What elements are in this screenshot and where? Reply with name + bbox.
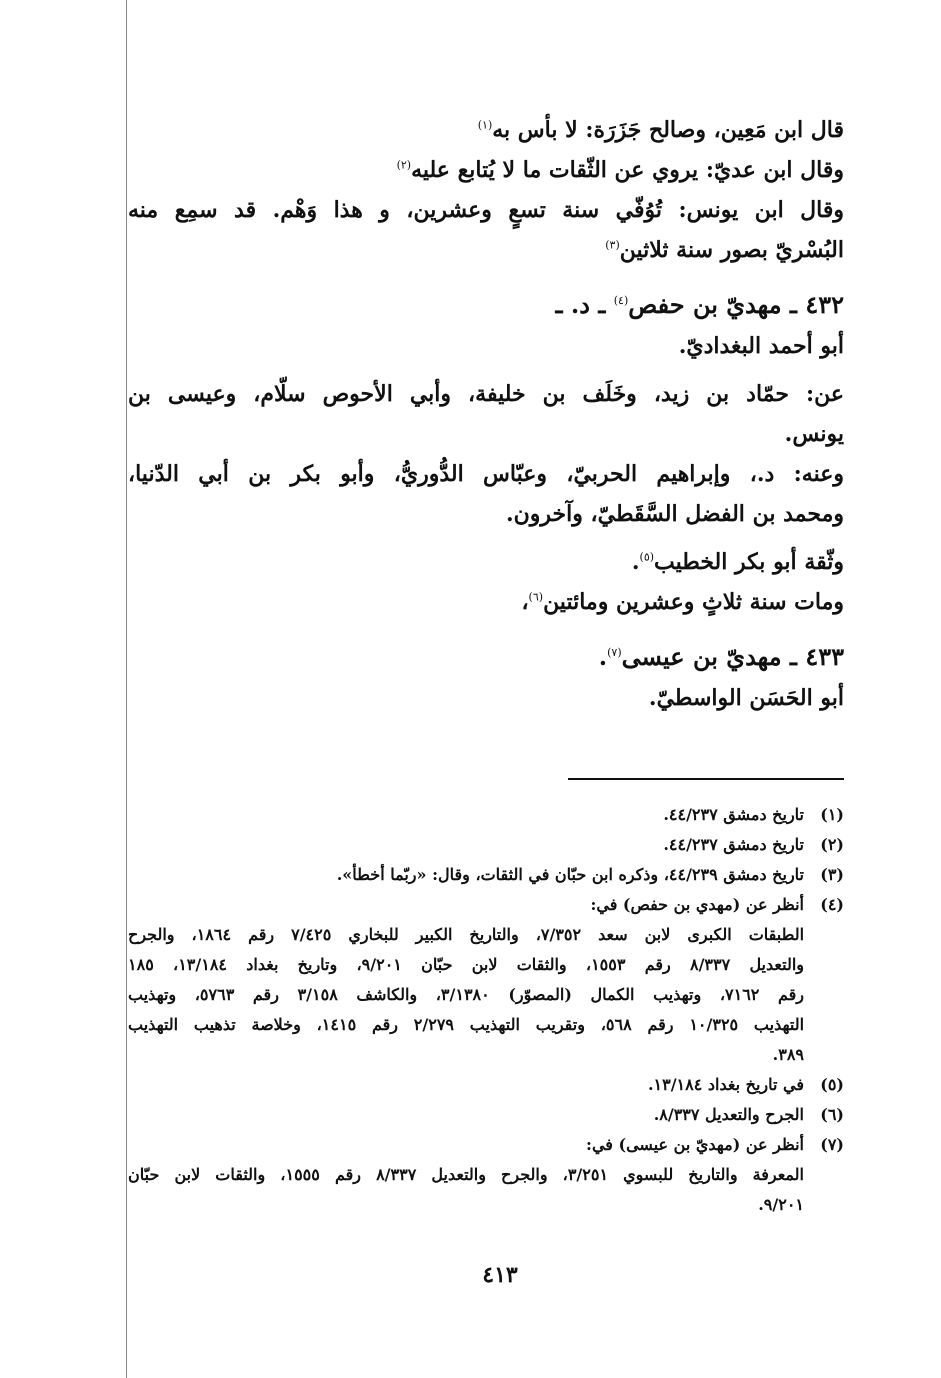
entry-heading-433: ٤٣٣ ـ مهديّ بن عيسى$^{(٧)}$. (598, 642, 844, 671)
footnote-number: (٧) (820, 1135, 844, 1154)
text-line: ومحمد بن الفضل السَّقَطيّ، وآخرون. (505, 501, 844, 527)
entry-kunya-432 (128, 326, 844, 366)
footnote-2 (128, 830, 844, 860)
paragraph-ibn-yunus (128, 190, 844, 230)
footnote-text: تاريخ دمشق ٤٤/٢٣٩، وذكره ابن حبّان في الثقات، وقال: «ربّما أخطأ». (336, 865, 804, 884)
footnote-number: (٢) (820, 835, 844, 854)
footnote-number: (١) (820, 805, 844, 824)
entry-suffix: ـ د. ـ (555, 290, 614, 319)
paragraph-wa-anhu (128, 454, 844, 494)
paragraph-ibn-adi (128, 150, 844, 190)
binding-margin-line (126, 0, 127, 1378)
footnote-text: تاريخ دمشق ٤٤/٢٣٧. (663, 835, 804, 854)
footnote-number: (٤) (820, 895, 844, 914)
footnote-4-line: رقم ٧١٦٢، وتهذيب الكمال (المصوّر) ٣/١٣٨٠، والكاشف ٣/١٥٨ رقم ٥٧٦٣، وتهذيب (128, 985, 805, 1004)
footnote-5 (128, 1070, 844, 1100)
footnote-ref: (٥) (639, 550, 655, 564)
footnote-text: في تاريخ بغداد ١٣/١٨٤. (647, 1075, 804, 1094)
footnote-number: (٦) (820, 1105, 844, 1124)
footnote-text: أنظر عن (مهدي بن حفص) في: (590, 895, 804, 914)
footnote-4 (128, 890, 844, 920)
text-line: يونس. (784, 421, 844, 447)
footnote-4-line: ٣٨٩. (772, 1045, 804, 1064)
entry-heading-432 (128, 284, 844, 326)
footnote-ref: (٢) (396, 158, 412, 172)
page-number: ٤١٣ (482, 1262, 518, 1288)
text-line: وثّقة أبو بكر الخطيب (654, 549, 844, 575)
footnote-7 (128, 1130, 844, 1160)
footnote-text: الجرح والتعديل ٨/٣٣٧. (653, 1105, 804, 1124)
text-line: وقال ابن يونس: تُوُفّي سنة تسعٍ وعشرين، و هذا وَهْم. قد سمِع منه (128, 197, 844, 223)
paragraph-mat: ومات سنة ثلاثٍ وعشرين ومائتين$^{(٦)}$، (521, 589, 844, 615)
text-line: أبو الحَسَن الواسطيّ. (648, 685, 844, 711)
paragraph-an-cont (128, 414, 844, 454)
text-line: عن: حمّاد بن زيد، وخَلَف بن خليفة، وأبي الأحوص سلّام، وعيسى بن (128, 381, 844, 407)
footnotes (128, 800, 844, 1220)
footnote-ref: (٦) (528, 590, 544, 604)
footnote-number: (٣) (820, 865, 844, 884)
footnote-text: تاريخ دمشق ٤٤/٢٣٧. (663, 805, 804, 824)
footnote-4-line: التهذيب ١٠/٣٢٥ رقم ٥٦٨، وتقريب التهذيب ٢/٢٧٩ رقم ١٤١٥، وخلاصة تذهيب التهذيب (128, 1015, 805, 1034)
footnote-3 (128, 860, 844, 890)
footnote-text: أنظر عن (مهديّ بن عيسى) في: (586, 1135, 804, 1154)
footnote-ref: (٣) (605, 238, 620, 252)
entry-title: ٤٣٣ ـ مهديّ بن عيسى (621, 642, 844, 671)
paragraph-ibn-main (128, 110, 844, 150)
paragraph-thiqa: وثّقة أبو بكر الخطيب$^{(٥)}$. (631, 549, 844, 575)
paragraph-an (128, 374, 844, 414)
paragraph-ibn-yunus-cont (128, 230, 844, 270)
footnote-7-line: المعرفة والتاريخ للبسوي ٣/٢٥١، والجرح والتعديل ٨/٣٣٧ رقم ١٥٥٥، والثقات لابن حبّان (128, 1165, 804, 1184)
footnote-7-line: ٩/٢٠١. (758, 1195, 804, 1214)
footnote-ref: (١) (477, 118, 493, 132)
footnote-separator (568, 778, 844, 780)
footnote-4-line: والتعديل ٨/٣٣٧ رقم ١٥٥٣، والثقات لابن حبّان ٩/٢٠١، وتاريخ بغداد ١٣/١٨٤، ١٨٥ (128, 955, 805, 974)
footnote-6 (128, 1100, 844, 1130)
footnote-ref: (٧) (607, 646, 622, 659)
text-line: قال ابن مَعِين، وصالح جَزَرَة: لا بأس به (492, 117, 844, 143)
footnote-number: (٥) (820, 1075, 844, 1094)
text-line: البُسْريّ بصور سنة ثلاثين (619, 237, 844, 263)
entry-title: ٤٣٢ ـ مهديّ بن حفص (628, 290, 844, 319)
text-line: أبو أحمد البغداديّ. (678, 333, 844, 359)
footnote-4-line: الطبقات الكبرى لابن سعد ٧/٣٥٢، والتاريخ الكبير للبخاري ٧/٤٢٥ رقم ١٨٦٤، والجرح (128, 925, 805, 944)
text-line: ومات سنة ثلاثٍ وعشرين ومائتين (543, 589, 844, 615)
footnote-ref: (٤) (613, 294, 629, 307)
footnote-1 (128, 800, 844, 830)
main-text (128, 110, 844, 718)
entry-kunya-433 (128, 678, 844, 718)
paragraph-wa-anhu-cont (128, 494, 844, 534)
text-line: وقال ابن عديّ: يروي عن الثّقات ما لا يُتابع عليه (411, 157, 844, 183)
text-line: وعنه: د.، وإبراهيم الحربيّ، وعبّاس الدُّوريُّ، وأبو بكر بن أبي الدّنيا، (128, 461, 844, 487)
